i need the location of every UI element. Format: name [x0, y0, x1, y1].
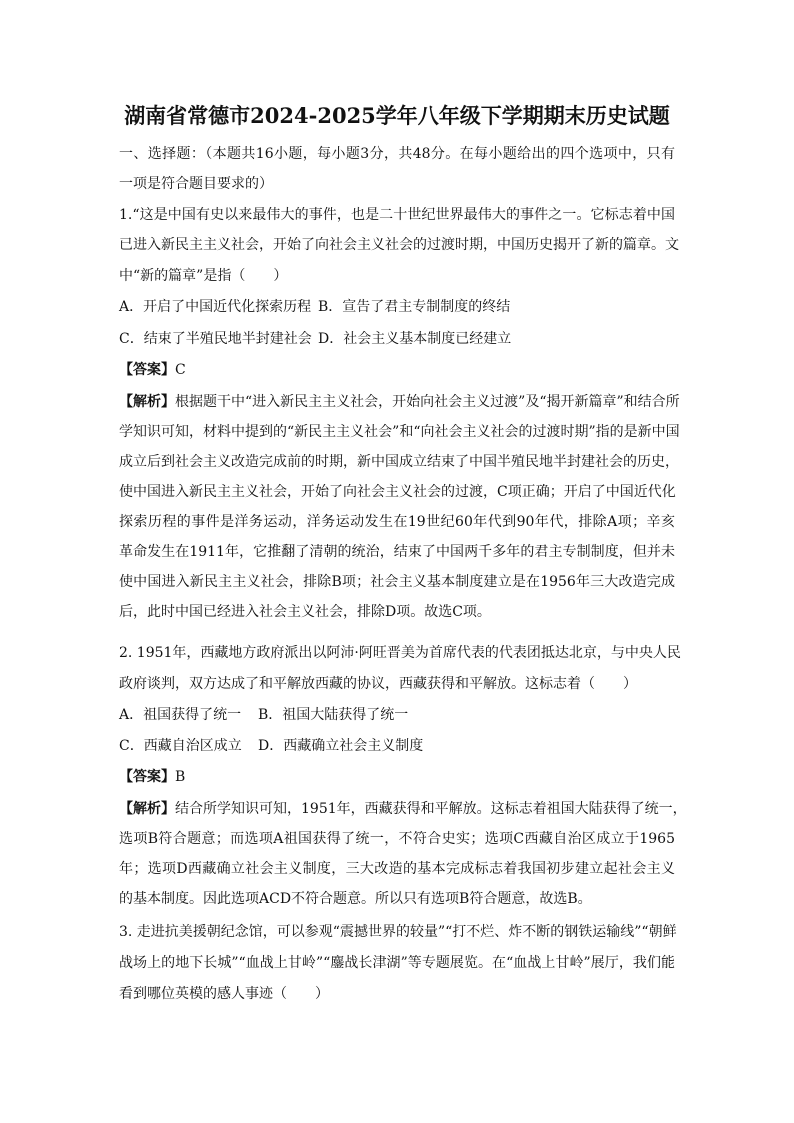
q2-analysis-text-1: 结合所学知识可知，1951年，西藏获得和平解放。这标志着祖国大陆获得了统一，: [175, 801, 687, 817]
q1-answer-label: 【答案】: [119, 362, 175, 378]
q1-analysis-line-4: 使中国进入新民主主义社会，开始了向社会主义社会的过渡，C项正确；开启了中国近代化: [119, 484, 676, 500]
q1-option-a: A．开启了中国近代化探索历程: [119, 299, 312, 315]
q1-option-c: C．结束了半殖民地半封建社会: [119, 331, 312, 347]
q1-analysis-line-8: 后，此时中国已经进入社会主义社会，排除D项。故选C项。: [119, 604, 491, 620]
section-instruction-line-2: 一项是符合题目要求的）: [119, 176, 273, 192]
q2-option-a: A．祖国获得了统一: [119, 707, 242, 723]
q2-analysis-line-2: 选项B符合题意；而选项A祖国获得了统一，不符合史实；选项C西藏自治区成立于1965: [119, 831, 675, 847]
q1-stem-line-1: 1.“这是中国有史以来最伟大的事件，也是二十世纪世界最伟大的事件之一。它标志着中国: [119, 207, 675, 223]
q1-stem-line-2: 已进入新民主主义社会，开始了向社会主义社会的过渡时期，中国历史揭开了新的篇章。文: [119, 237, 679, 253]
q1-option-d: D．社会主义基本制度已经建立: [318, 331, 512, 347]
q2-analysis-label: 【解析】: [119, 801, 175, 817]
section-instruction-line-1: 一、选择题：（本题共16小题，每小题3分，共48分。在每小题给出的四个选项中，只有: [119, 146, 675, 162]
q2-option-c: C．西藏自治区成立: [119, 738, 242, 754]
q2-analysis-line-3: 年；选项D西藏确立社会主义制度，三大改造的基本完成标志着我国初步建立起社会主义: [119, 861, 675, 877]
q2-analysis-line-1: [119, 799, 687, 819]
q2-option-b: B．祖国大陆获得了统一: [258, 707, 409, 723]
q2-answer-label: 【答案】: [119, 769, 175, 785]
q3-stem-line-1: 3. 走进抗美援朝纪念馆，可以参观“震撼世界的较量”“打不烂、炸不断的钢铁运输线”“朝鲜: [119, 924, 677, 940]
q1-analysis-line-2: 学知识可知，材料中提到的“新民主主义社会”和“向社会主义社会的过渡时期”指的是新中国: [119, 424, 680, 440]
q2-analysis-line-4: 的基本制度。因此选项ACD不符合题意。所以只有选项B符合题意，故选B。: [119, 891, 592, 907]
q1-analysis-line-7: 使中国进入新民主主义社会，排除B项；社会主义基本制度建立是在1956年三大改造完成: [119, 574, 675, 590]
q2-answer-value: B: [175, 769, 186, 785]
q1-analysis-line-5: 探索历程的事件是洋务运动，洋务运动发生在19世纪60年代到90年代，排除A项；辛亥: [119, 514, 675, 530]
q3-stem-line-2: 战场上的地下长城”“血战上甘岭”“鏖战长津湖”等专题展览。在“血战上甘岭”展厅，我们能: [119, 955, 675, 971]
q1-analysis-label: 【解析】: [119, 394, 175, 410]
q1-analysis-line-6: 革命发生在1911年，它推翻了清朝的统治，结束了中国两千多年的君主专制制度，但并未: [119, 544, 675, 560]
q1-analysis-line-3: 成立后到社会主义改造完成前的时期，新中国成立结束了中国半殖民地半封建社会的历史，: [119, 454, 679, 470]
q2-stem-line-2: 政府谈判，双方达成了和平解放西藏的协议，西藏获得和平解放。这标志着（ ）: [119, 676, 637, 692]
q1-analysis-line-1: [119, 392, 680, 412]
q2-option-d: D．西藏确立社会主义制度: [258, 738, 424, 754]
q2-stem-line-1: 2. 1951年，西藏地方政府派出以阿沛·阿旺晋美为首席代表的代表团抵达北京，与中央人民: [119, 645, 681, 661]
q1-option-b: B．宣告了君主专制制度的终结: [318, 299, 511, 315]
q2-answer: [119, 767, 185, 787]
q1-answer-value: C: [175, 362, 186, 378]
exam-title: 湖南省常德市2024-2025学年八年级下学期期末历史试题: [124, 103, 670, 128]
q1-analysis-text-1: 根据题干中“进入新民主主义社会，开始向社会主义过渡”及“揭开新篇章”和结合所: [175, 394, 680, 410]
q1-answer: [119, 360, 186, 380]
q1-stem-line-3: 中“新的篇章”是指（ ）: [119, 268, 288, 284]
q3-stem-line-3: 看到哪位英模的感人事迹（ ）: [119, 986, 329, 1002]
